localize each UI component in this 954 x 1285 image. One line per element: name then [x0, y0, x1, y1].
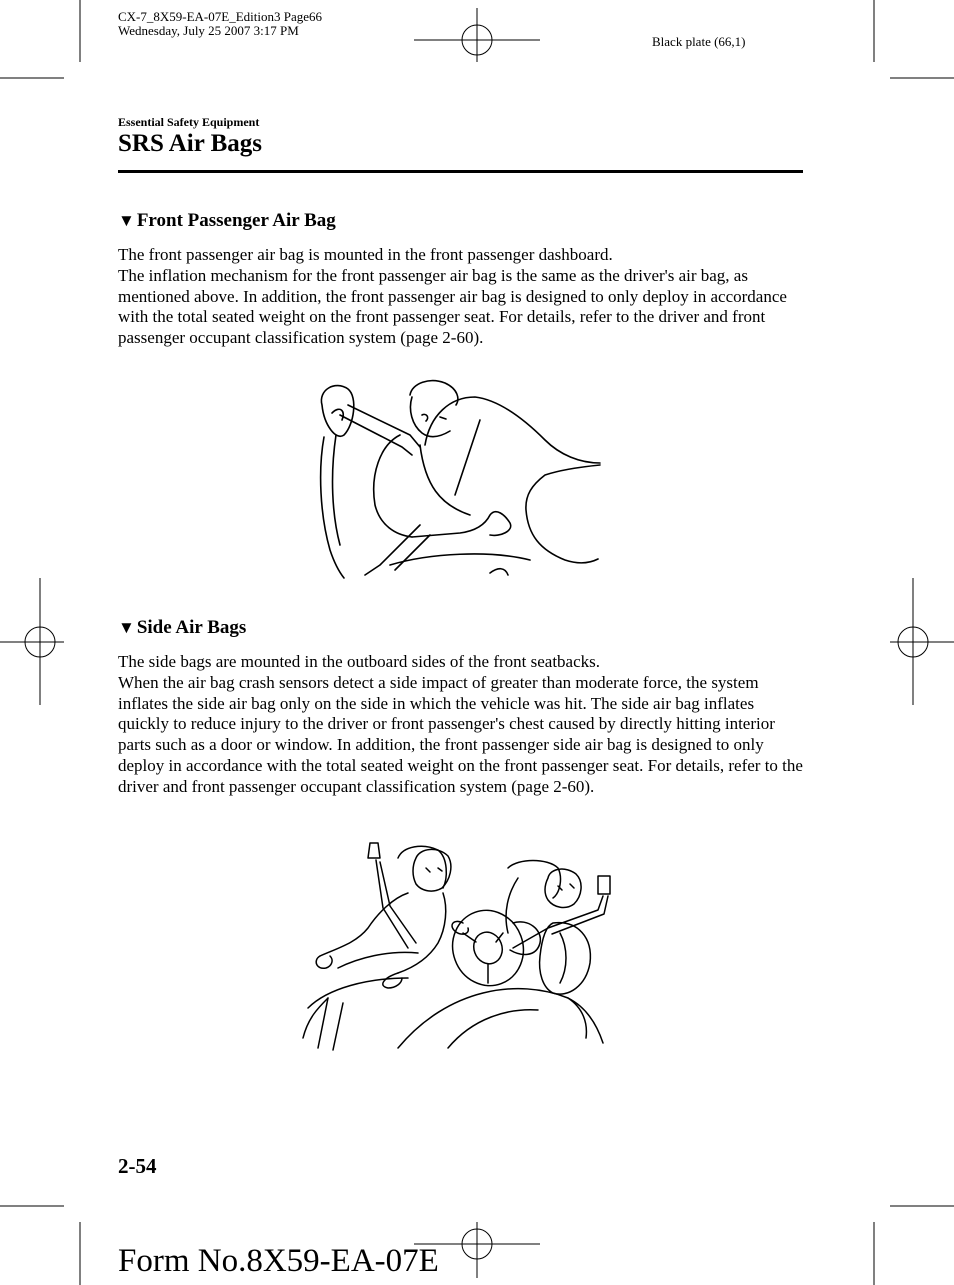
registration-target-right	[890, 578, 954, 705]
section-heading-side-airbags	[118, 617, 246, 639]
paragraph: The front passenger air bag is mounted in the front passenger dashboard.	[118, 245, 613, 264]
print-date-line: Wednesday, July 25 2007 3:17 PM	[118, 23, 299, 38]
section-heading-text: Side Air Bags	[136, 617, 247, 638]
section-body-side-airbags	[118, 652, 808, 798]
side-airbags-illustration	[298, 838, 618, 1063]
section-heading-front-passenger	[118, 210, 336, 232]
triangle-marker-icon: ▼	[118, 618, 135, 637]
registration-target-left	[0, 578, 64, 705]
title-rule	[118, 170, 803, 173]
page-title: SRS Air Bags	[118, 130, 263, 157]
paragraph: The side bags are mounted in the outboard sides of the front seatbacks.	[118, 652, 601, 671]
section-heading-text: Front Passenger Air Bag	[136, 210, 336, 231]
form-number: Form No.8X59-EA-07E	[118, 1243, 439, 1279]
paragraph: The inflation mechanism for the front passenger air bag is the same as the driver's air bag, as mentioned above. In addition, the front passenger air bag is designed to only deploy in accordance with the total seated weight on the front passenger seat. For details, refer to the driver and front passenger occupant classification system (page 2-60).	[118, 265, 787, 348]
breadcrumb: Essential Safety Equipment	[118, 115, 260, 129]
registration-target-top	[414, 8, 540, 62]
triangle-marker-icon: ▼	[118, 211, 135, 230]
print-file-line: CX-7_8X59-EA-07E_Edition3 Page66	[118, 9, 323, 24]
page-number: 2-54	[118, 1154, 157, 1178]
plate-label: Black plate (66,1)	[652, 34, 746, 49]
paragraph: When the air bag crash sensors detect a side impact of greater than moderate force, the system inflates the side air bag only on the side in which the vehicle was hit. The side air bag inflates quickly to reduce injury to the driver or front passenger's chest caused by directly hitting interior parts such as a door or window. In addition, the front passenger side air bag is designed to only deploy in accordance with the total seated weight on the front passenger seat. For details, refer to the driver and front passenger occupant classification system (page 2-60).	[118, 672, 803, 796]
section-body-front-passenger	[118, 245, 808, 349]
front-passenger-airbag-illustration	[300, 375, 610, 580]
